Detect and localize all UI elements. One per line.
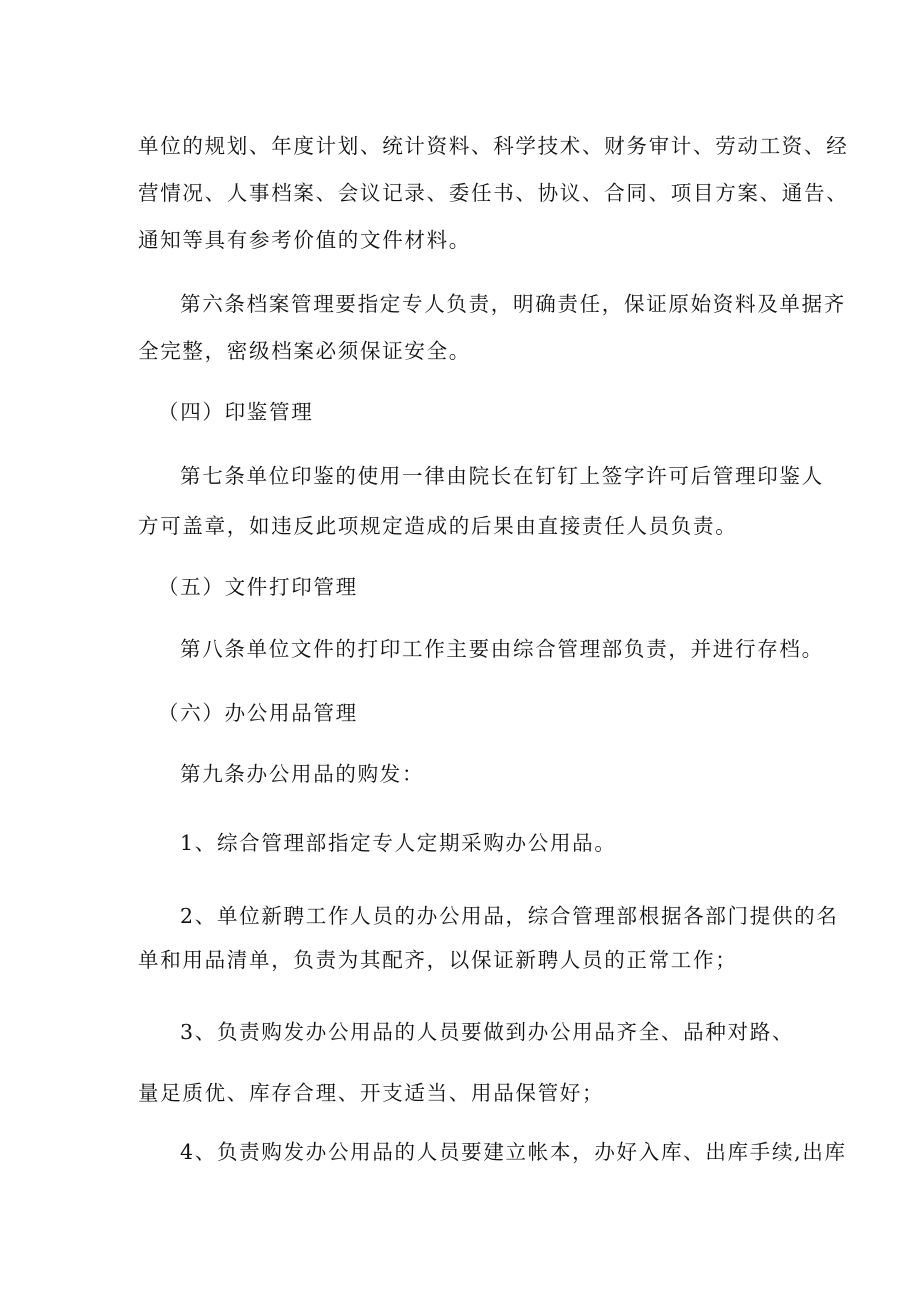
text-line: 单和用品清单，负责为其配齐，以保证新聘人员的正常工作；	[138, 948, 738, 972]
section-heading-supplies: （六）办公用品管理	[158, 701, 358, 725]
text-line: 全完整，密级档案必须保证安全。	[138, 339, 471, 363]
list-item-4: 4、负责购发办公用品的人员要建立帐本，办好入库、出库手续,出库	[180, 1140, 847, 1164]
text-line: 方可盖章，如违反此项规定造成的后果由直接责任人员负责。	[138, 514, 738, 538]
section-heading-seal: （四）印鉴管理	[158, 400, 314, 424]
text-line: 通知等具有参考价值的文件材料。	[138, 228, 471, 252]
paragraph-article-6: 第六条档案管理要指定专人负责，明确责任，保证原始资料及单据齐	[180, 292, 846, 316]
text-line: 营情况、人事档案、会议记录、委任书、协议、合同、项目方案、通告、	[138, 181, 849, 205]
list-item-1: 1、综合管理部指定专人定期采购办公用品。	[180, 831, 617, 855]
paragraph-article-8: 第八条单位文件的打印工作主要由综合管理部负责，并进行存档。	[180, 637, 824, 661]
list-item-3: 3、负责购发办公用品的人员要做到办公用品齐全、品种对路、	[180, 1020, 795, 1044]
section-heading-printing: （五）文件打印管理	[158, 575, 358, 599]
list-item-2: 2、单位新聘工作人员的办公用品，综合管理部根据各部门提供的名	[180, 904, 839, 928]
paragraph-article-7: 第七条单位印鉴的使用一律由院长在钉钉上签字许可后管理印鉴人	[180, 464, 824, 488]
text-line: 量足质优、库存合理、开支适当、用品保管好；	[138, 1081, 605, 1105]
paragraph-article-9: 第九条办公用品的购发：	[180, 762, 425, 786]
text-line: 单位的规划、年度计划、统计资料、科学技术、财务审计、劳动工资、经	[138, 134, 849, 158]
